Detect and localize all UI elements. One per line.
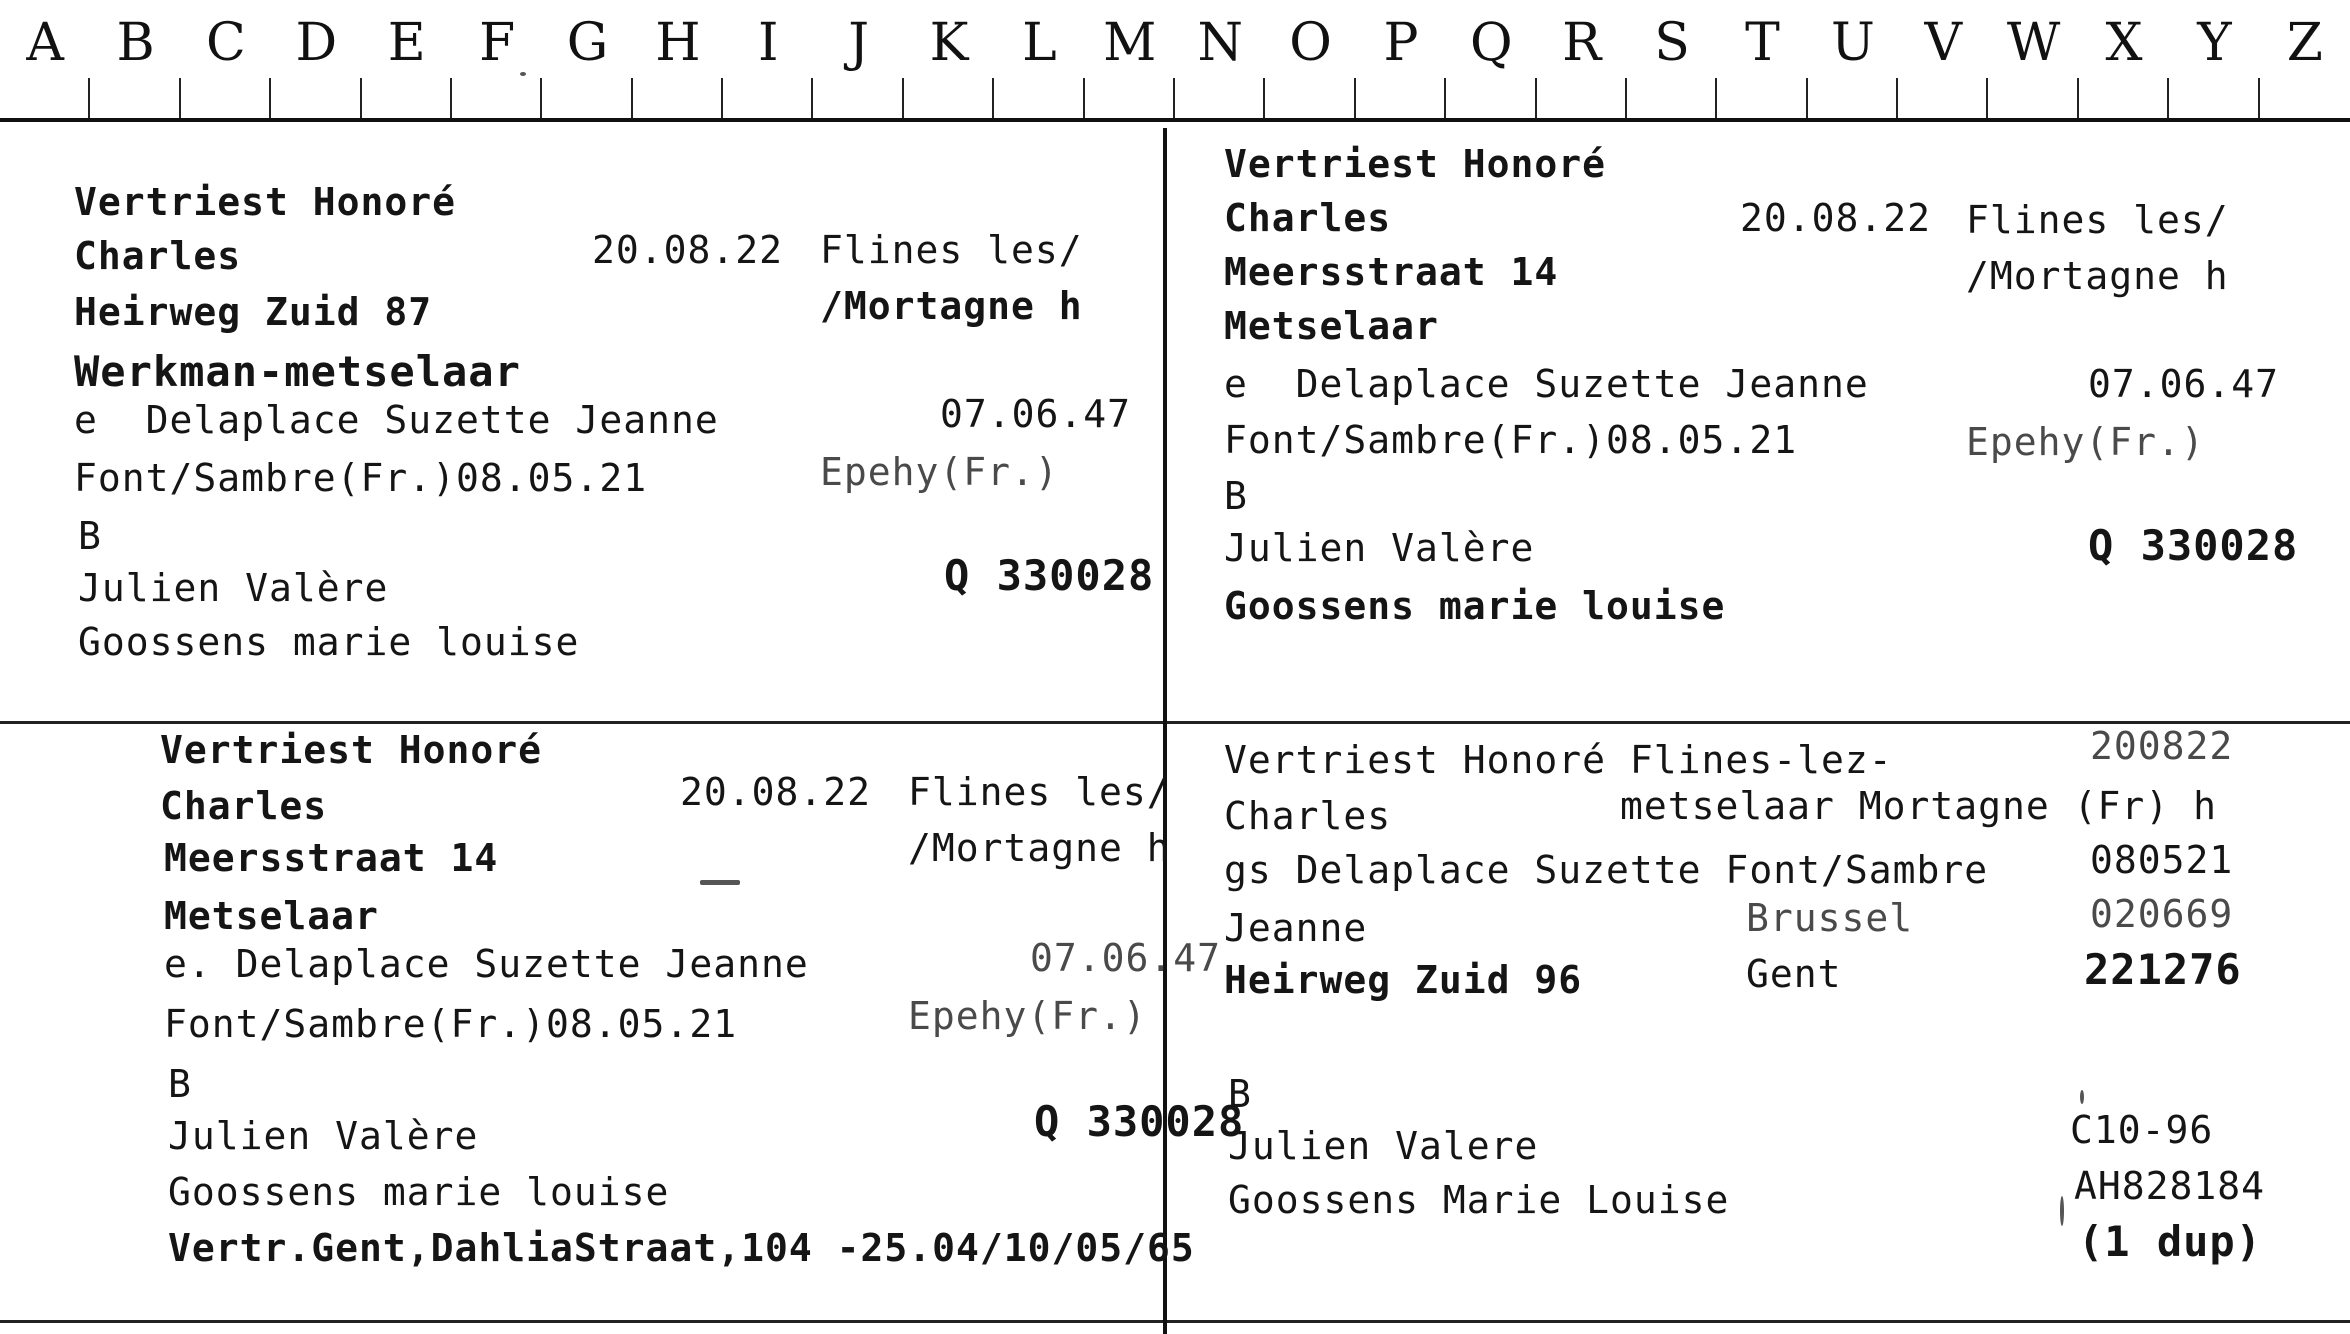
card-birth-date: 20.08.22 [592, 228, 784, 272]
card-id-number: AH828184 [2074, 1164, 2266, 1208]
card-dup-note: (1 dup) [2078, 1217, 2263, 1266]
card-birth-date: 20.08.22 [680, 770, 872, 814]
card-address: Heirweg Zuid 96 [1224, 958, 1583, 1002]
card-firstname: Charles [160, 784, 328, 828]
alphabet-letter-v: V [1898, 0, 1988, 118]
alphabet-letter-e: E [362, 0, 452, 118]
card-code: Q 330028 [944, 551, 1155, 600]
card-marriage-date: 07.06.47 [940, 392, 1132, 436]
card-father: Julien Valère [1224, 526, 1535, 570]
card-occupation: Werkman-metselaar [74, 347, 521, 396]
card-address: Meersstraat 14 [1224, 250, 1559, 294]
card-surname: Vertriest Honoré [160, 728, 543, 772]
card-occupation: Metselaar [1224, 304, 1439, 348]
card-firstname: Charles [74, 234, 242, 278]
card-birth-place-cont: /Mortagne h [820, 284, 1083, 328]
card-father: Julien Valère [168, 1114, 479, 1158]
scan-speck [2080, 1090, 2084, 1104]
alphabet-letter-m: M [1085, 0, 1175, 118]
bottom-divider-left [0, 1320, 1163, 1323]
card-marriage-place: Epehy(Fr.) [820, 450, 1059, 494]
card-spouse-birth: Font/Sambre(Fr.)08.05.21 [164, 1002, 738, 1046]
card-father: Julien Valere [1228, 1124, 1539, 1168]
card-mother: Goossens Marie Louise [1228, 1178, 1730, 1222]
card-birth-place: Flines les/ [820, 228, 1083, 272]
card-occupation-place: metselaar Mortagne (Fr) h [1620, 784, 2217, 828]
scan-speck [700, 880, 740, 885]
card-surname: Vertriest Honoré [74, 180, 457, 224]
card-city: Gent [1746, 952, 1842, 996]
alphabet-letter-j: J [813, 0, 903, 118]
card-note: Vertr.Gent,DahliaStraat,104 -25.04/10/05/65 [168, 1226, 1195, 1270]
card-birth-place-cont: /Mortagne h [1966, 254, 2229, 298]
card-marriage-place: Brussel [1746, 896, 1914, 940]
scan-speck [520, 72, 526, 76]
card-spouse-birth-date: 080521 [2090, 838, 2234, 882]
card-marriage-place: Epehy(Fr.) [908, 994, 1147, 1038]
card-occupation: Metselaar [164, 894, 379, 938]
card-spouse-cont: Jeanne [1224, 906, 1368, 950]
alphabet-letter-h: H [633, 0, 723, 118]
alphabet-letter-u: U [1808, 0, 1898, 118]
alphabet-letter-d: D [271, 0, 361, 118]
alphabet-letter-t: T [1717, 0, 1807, 118]
alphabet-letter-f: F [452, 0, 542, 118]
card-row1: Vertriest Honoré Flines-lez- [1224, 738, 1893, 782]
alphabet-letter-w: W [1988, 0, 2078, 118]
card-letter: B [1224, 474, 1248, 518]
alphabet-letter-y: Y [2169, 0, 2259, 118]
card-spouse: e. Delaplace Suzette Jeanne [164, 942, 809, 986]
card-birth-place-cont: /Mortagne h [908, 826, 1171, 870]
scan-speck [2060, 1196, 2064, 1226]
card-address: Meersstraat 14 [164, 836, 499, 880]
card-mother: Goossens marie louise [78, 620, 580, 664]
card-letter: B [1228, 1072, 1252, 1116]
card-surname: Vertriest Honoré [1224, 142, 1607, 186]
alphabet-letter-q: Q [1446, 0, 1536, 118]
alphabet-letter-a: A [0, 0, 90, 118]
alphabet-letter-i: I [723, 0, 813, 118]
card-birth-date: 20.08.22 [1740, 196, 1932, 240]
card-marriage-place: Epehy(Fr.) [1966, 420, 2205, 464]
card-firstname: Charles [1224, 196, 1392, 240]
alphabet-letter-x: X [2079, 0, 2169, 118]
alphabet-letter-c: C [181, 0, 271, 118]
card-spouse-birth: Font/Sambre(Fr.)08.05.21 [1224, 418, 1798, 462]
card-marriage-date: 020669 [2090, 892, 2234, 936]
alphabet-letter-p: P [1356, 0, 1446, 118]
alphabet-letter-o: O [1265, 0, 1355, 118]
card-mother: Goossens marie louise [1224, 584, 1726, 628]
card-firstname: Charles [1224, 794, 1392, 838]
alphabet-letter-l: L [994, 0, 1084, 118]
card-code: Q 330028 [2088, 521, 2299, 570]
alphabet-letter-z: Z [2286, 13, 2323, 73]
card-marriage-date: 07.06.47 [2088, 362, 2280, 406]
card-letter: B [168, 1062, 192, 1106]
alphabet-letter-r: R [1537, 0, 1627, 118]
card-spouse: e Delaplace Suzette Jeanne [1224, 362, 1869, 406]
card-code: Q 330028 [1034, 1097, 1245, 1146]
card-address: Heirweg Zuid 87 [74, 290, 433, 334]
vertical-divider [1163, 128, 1167, 1334]
card-birth-date: 200822 [2090, 724, 2234, 768]
card-birth-place: Flines les/ [1966, 198, 2229, 242]
card-spouse: gs Delaplace Suzette Font/Sambre [1224, 848, 1989, 892]
card-spouse-birth: Font/Sambre(Fr.)08.05.21 [74, 456, 648, 500]
card-letter: B [78, 514, 102, 558]
alphabet-letter-g: G [542, 0, 632, 118]
alphabet-letter-n: N [1175, 0, 1265, 118]
alphabet-letter-s: S [1627, 0, 1717, 118]
card-marriage-date: 07.06.47 [1030, 936, 1222, 980]
card-mother: Goossens marie louise [168, 1170, 670, 1214]
alphabet-index-bar [0, 0, 2350, 122]
card-birth-place: Flines les/ [908, 770, 1171, 814]
bottom-divider-right [1167, 1320, 2350, 1323]
card-father: Julien Valère [78, 566, 389, 610]
card-code: C10-96 [2070, 1108, 2214, 1152]
alphabet-letter-b: B [90, 0, 180, 118]
card-spouse: e Delaplace Suzette Jeanne [74, 398, 719, 442]
card-date-stamp: 221276 [2084, 945, 2242, 994]
horizontal-divider-left [0, 721, 1163, 724]
alphabet-letter-k: K [904, 0, 994, 118]
